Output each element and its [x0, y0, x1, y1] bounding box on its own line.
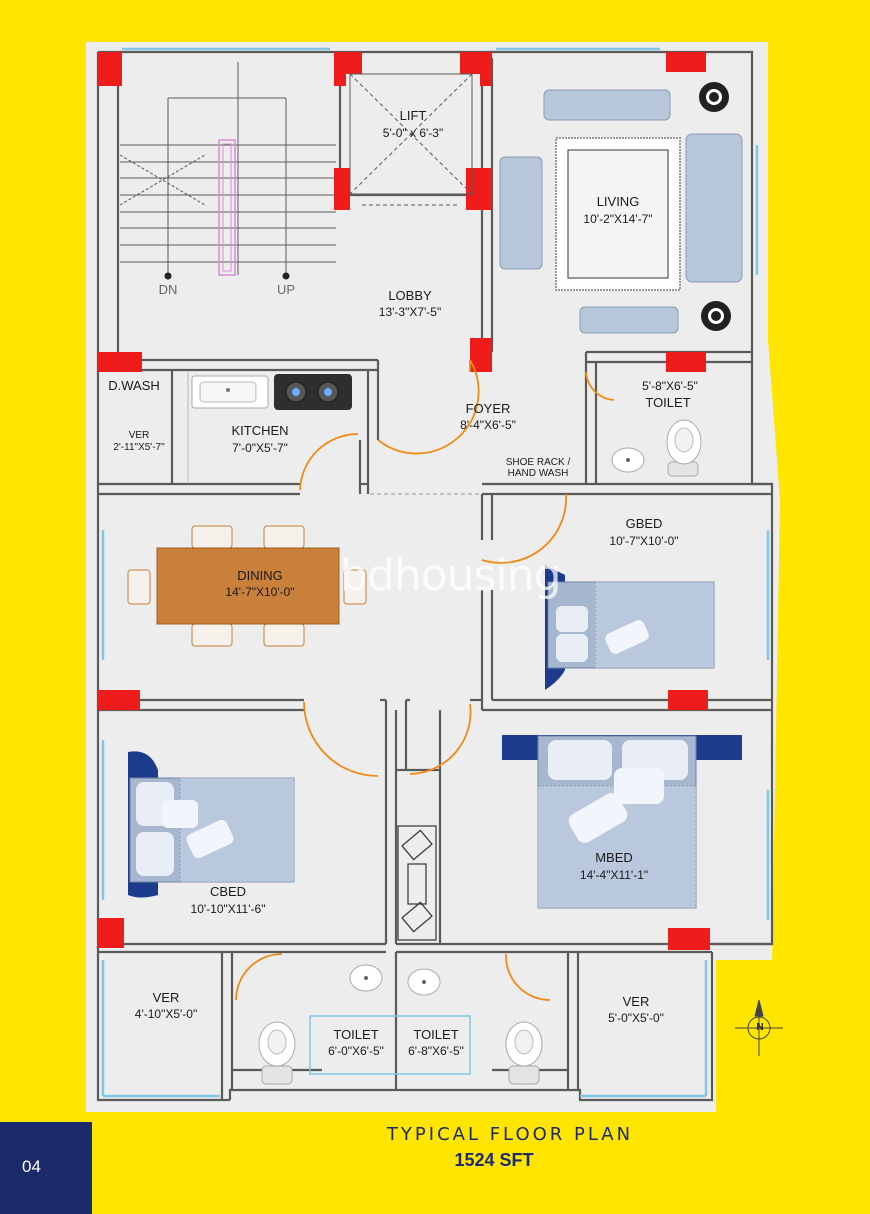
- mbed-label: MBED: [595, 850, 633, 865]
- plan-title: TYPICAL FLOOR PLAN: [386, 1124, 634, 1145]
- toilet-top-dimension: 5'-8"X6'-5": [642, 379, 698, 393]
- dining-dimension: 14'-7"X10'-0": [225, 585, 295, 599]
- lift-label: LIFT: [399, 108, 427, 123]
- page-number: 04: [22, 1157, 41, 1176]
- hand-wash-label: HAND WASH: [507, 468, 569, 479]
- toilet-top-label: TOILET: [645, 395, 691, 410]
- stair-down-label: DN: [158, 282, 178, 297]
- kitchen-label: KITCHEN: [231, 423, 289, 438]
- gbed-label: GBED: [625, 516, 663, 531]
- toilet-a-dimension: 6'-0"X6'-5": [328, 1044, 384, 1058]
- page-number-tab: [0, 1122, 92, 1214]
- toilet-b-label: TOILET: [413, 1027, 459, 1042]
- cbed-dimension: 10'-10"X11'-6": [190, 902, 266, 916]
- mbed-dimension: 14'-4"X11'-1": [579, 868, 649, 882]
- toilet-a-label: TOILET: [333, 1027, 379, 1042]
- foyer-dimension: 8'-4"X6'-5": [460, 418, 516, 432]
- compass-north-label: N: [756, 1022, 764, 1033]
- dwash-label: D.WASH: [108, 378, 160, 393]
- living-dimension: 10'-2"X14'-7": [583, 212, 653, 226]
- toilet-b-dimension: 6'-8"X6'-5": [408, 1044, 464, 1058]
- cbed-label: CBED: [209, 884, 247, 899]
- stair-up-label: UP: [276, 282, 296, 297]
- gbed-dimension: 10'-7"X10'-0": [609, 534, 679, 548]
- ver-left-label: VER: [152, 990, 180, 1005]
- foyer-label: FOYER: [465, 401, 511, 416]
- lobby-dimension: 13'-3"X7'-5": [378, 305, 442, 319]
- dining-label: DINING: [237, 568, 283, 583]
- shoe-rack-label: SHOE RACK /: [505, 457, 571, 468]
- lobby-label: LOBBY: [388, 288, 432, 303]
- plan-area: 1524 SFT: [454, 1150, 534, 1170]
- ver-left-dimension: 4'-10"X5'-0": [134, 1007, 198, 1021]
- ver-right-label: VER: [622, 994, 650, 1009]
- living-label: LIVING: [596, 194, 640, 209]
- kitchen-dimension: 7'-0"X5'-7": [232, 441, 288, 455]
- ver-right-dimension: 5'-0"X5'-0": [608, 1011, 664, 1025]
- watermark: bdhousing: [340, 550, 561, 601]
- ver-small-label: VER: [128, 430, 150, 441]
- lift-dimension: 5'-0" x 6'-3": [382, 126, 444, 140]
- ver-small-dimension: 2'-11"X5'-7": [113, 442, 165, 453]
